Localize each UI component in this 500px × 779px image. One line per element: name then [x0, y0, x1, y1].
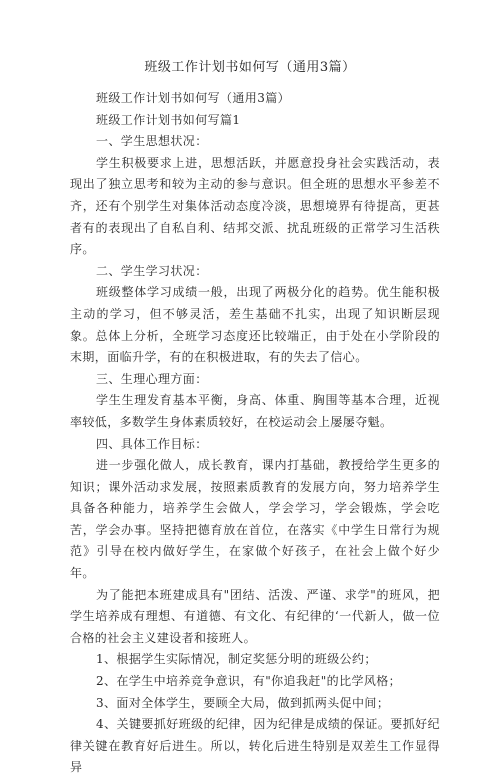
paragraph: 班级工作计划书如何写（通用3篇） — [96, 91, 291, 105]
paragraph: 学生生理发育基本平衡，身高、体重、胸围等基本合理，近视率较低，多数学生身体素质较好，在校运动会上屡屡夺魁。 — [70, 393, 440, 429]
paragraph: 为了能把本班建成具有"团结、活泼、严谨、求学"的班风，把学生培养成有理想、有道德、有文化、有纪律的‘一代新人，做一位合格的社会主义建设者和接班人。 — [70, 587, 440, 645]
paragraph: 四、具体工作目标： — [96, 436, 208, 451]
paragraph: 学生积极要求上进，思想活跃，并愿意投身社会实践活动，表现出了独立思考和较为主动的参与意识。但全班的思想水平参差不齐，还有个别学生对集体活动态度冷淡，思想境界有待提高，更甚者有的表现出了自私自利、结邦交派、扰乱班级的正常学习生活秩序。 — [70, 155, 440, 257]
paragraph: 1、根据学生实际情况，制定奖惩分明的班级公约； — [96, 652, 377, 667]
paragraph: 班级工作计划书如何写篇1 — [96, 112, 241, 127]
paragraph: 2、在学生中培养竞争意识，有"你追我赶"的比学风格； — [96, 674, 402, 689]
paragraph: 三、生理心理方面： — [96, 371, 208, 386]
document-title: 班级工作计划书如何写（通用3篇） — [144, 60, 356, 75]
document-body — [70, 88, 440, 779]
paragraph: 二、学生学习状况： — [96, 263, 208, 278]
paragraph: 3、面对全体学生，要顾全大局，做到抓两头促中间； — [96, 695, 390, 710]
paragraph: 4、关键要抓好班级的纪律，因为纪律是成绩的保证。要抓好纪律关键在教育好后进生。所以，转化后进生特别是双差生工作显得异 — [70, 717, 440, 775]
paragraph: 进一步强化做人，成长教育，课内打基础，教授给学生更多的知识；课外活动求发展，按照素质教育的发展方向，努力培养学生具备各种能力，培养学生会做人，学会学习，学会锻炼，学会吃苦，学会办事。坚持把德育放在首位，在落实《中学生日常行为规范》引导在校内做好学生，在家做个好孩子，在社会上做个好少年。 — [70, 458, 440, 581]
paragraph: 一、学生思想状况： — [96, 134, 208, 149]
paragraph: 班级整体学习成绩一般，出现了两极分化的趋势。优生能积极主动的学习，但不够灵活，差生基础不扎实，出现了知识断层现象。总体上分析，全班学习态度还比较端正，由于处在小学阶段的末期，面临升学，有的在积极进取，有的失去了信心。 — [70, 285, 440, 365]
